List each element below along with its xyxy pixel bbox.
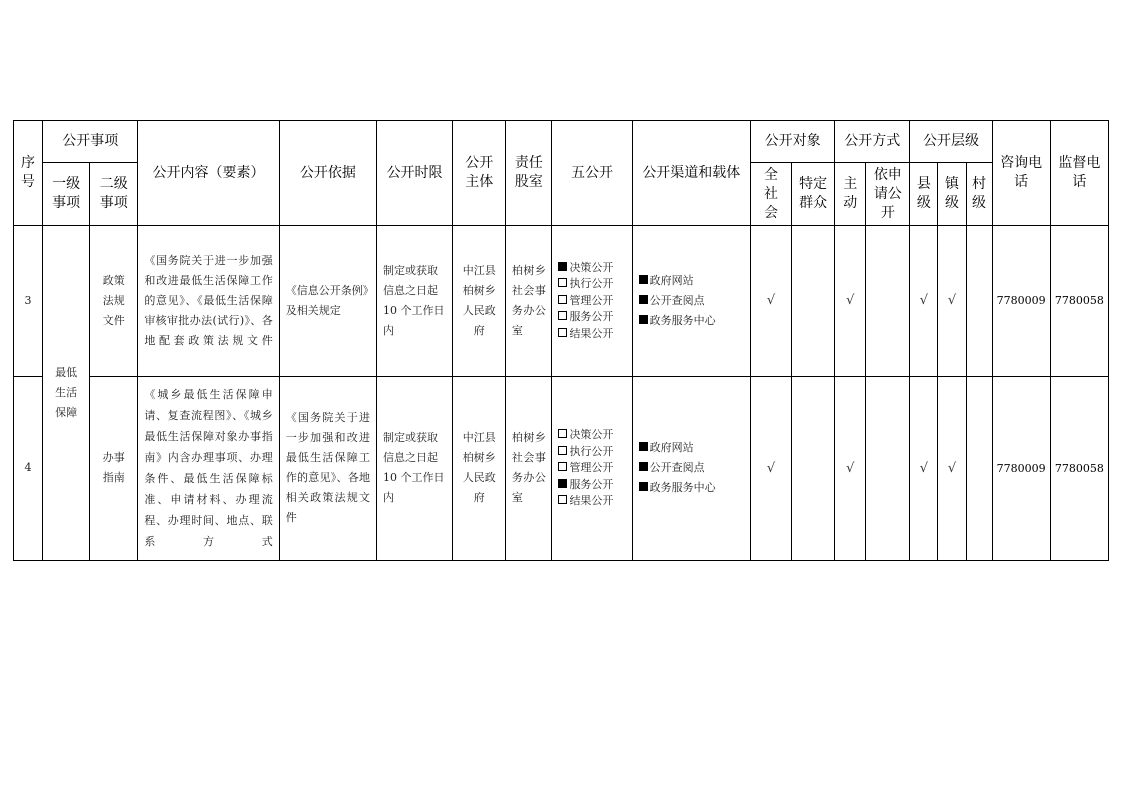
- header-target-specific: 特定群众: [792, 163, 835, 226]
- row-five-options: [552, 376, 632, 560]
- unchecked-box-icon: [558, 462, 567, 471]
- supervise-phone: 7780058: [1050, 376, 1108, 560]
- checked-box-icon: [639, 315, 648, 324]
- unchecked-box-icon: [558, 446, 567, 455]
- header-time-limit: 公开时限: [376, 121, 452, 226]
- row-content: 《国务院关于进一步加强和改进最低生活保障工作的意见》、《最低生活保障审核审批办法(试行)》、各地配套政策法规文件: [138, 226, 279, 376]
- option-item: [639, 271, 744, 291]
- empty-cell: [792, 226, 835, 376]
- row-time-limit: 制定或获取信息之日起 10 个工作日内: [376, 376, 452, 560]
- option-label: 服务公开: [569, 477, 614, 491]
- table-row: [14, 376, 1109, 560]
- unchecked-box-icon: [558, 429, 567, 438]
- option-label: 管理公开: [569, 293, 614, 307]
- checked-box-icon: [639, 482, 648, 491]
- option-label: 公开查阅点: [649, 293, 705, 307]
- row-dept: 柏树乡社会事务办公室: [506, 226, 552, 376]
- unchecked-box-icon: [558, 311, 567, 320]
- unchecked-box-icon: [558, 278, 567, 287]
- row-channels: [632, 376, 750, 560]
- header-channel: 公开渠道和载体: [632, 121, 750, 226]
- option-item: [639, 291, 744, 311]
- option-item: [558, 444, 625, 461]
- unchecked-box-icon: [558, 495, 567, 504]
- option-label: 执行公开: [569, 444, 614, 458]
- consult-phone: 7780009: [992, 226, 1050, 376]
- header-tier-town: 镇级: [938, 163, 966, 226]
- channel-options-list: [639, 271, 744, 331]
- option-label: 政务服务中心: [649, 481, 716, 495]
- check-mark-icon: √: [835, 226, 866, 376]
- check-mark-icon: √: [910, 376, 938, 560]
- unchecked-box-icon: [558, 328, 567, 337]
- option-item: [639, 478, 744, 498]
- consult-phone: 7780009: [992, 376, 1050, 560]
- unchecked-box-icon: [558, 295, 567, 304]
- check-mark-icon: √: [938, 376, 966, 560]
- header-target-all: 全社会: [750, 163, 791, 226]
- header-tier-county: 县级: [910, 163, 938, 226]
- option-label: 政府网站: [649, 441, 694, 455]
- check-mark-icon: √: [750, 226, 791, 376]
- five-options-list: [558, 260, 625, 343]
- empty-cell: [966, 376, 992, 560]
- check-mark-icon: √: [910, 226, 938, 376]
- option-item: [558, 477, 625, 494]
- option-item: [558, 276, 625, 293]
- option-item: [639, 311, 744, 331]
- option-item: [558, 493, 625, 510]
- option-label: 政府网站: [649, 273, 694, 287]
- empty-cell: [866, 376, 910, 560]
- option-label: 决策公开: [569, 260, 614, 274]
- option-item: [558, 293, 625, 310]
- header-level1: 一级事项: [43, 163, 90, 226]
- row-seq: 3: [14, 226, 43, 376]
- header-items: 公开事项: [43, 121, 138, 163]
- row-channels: [632, 226, 750, 376]
- header-level2: 二级事项: [90, 163, 138, 226]
- row-dept: 柏树乡社会事务办公室: [506, 376, 552, 560]
- header-supervise-phone: 监督电话: [1050, 121, 1108, 226]
- empty-cell: [866, 226, 910, 376]
- option-item: [639, 458, 744, 478]
- header-method-request: 依申请公开: [866, 163, 910, 226]
- checked-box-icon: [639, 275, 648, 284]
- header-dept: 责任股室: [506, 121, 552, 226]
- disclosure-table: [13, 120, 1109, 561]
- row-five-options: [552, 226, 632, 376]
- row-level2: 办事指南: [90, 376, 138, 560]
- check-mark-icon: √: [750, 376, 791, 560]
- header-five: 五公开: [552, 121, 632, 226]
- header-subject: 公开主体: [453, 121, 506, 226]
- check-mark-icon: √: [835, 376, 866, 560]
- option-label: 政务服务中心: [649, 313, 716, 327]
- option-item: [558, 427, 625, 444]
- row-content: 《城乡最低生活保障申请、复查流程图》、《城乡最低生活保障对象办事指南》内含办理事项、办理条件、最低生活保障标准、申请材料、办理流程、办理时间、地点、联系方式: [138, 376, 279, 560]
- header-seq: 序号: [14, 121, 43, 226]
- header-target: 公开对象: [750, 121, 834, 163]
- check-mark-icon: √: [938, 226, 966, 376]
- option-label: 结果公开: [569, 494, 614, 508]
- row-seq: 4: [14, 376, 43, 560]
- header-content: 公开内容（要素）: [138, 121, 279, 226]
- checked-box-icon: [639, 462, 648, 471]
- checked-box-icon: [558, 262, 567, 271]
- header-consult-phone: 咨询电话: [992, 121, 1050, 226]
- option-label: 决策公开: [569, 428, 614, 442]
- option-label: 执行公开: [569, 277, 614, 291]
- option-label: 结果公开: [569, 326, 614, 340]
- five-options-list: [558, 427, 625, 510]
- option-item: [558, 326, 625, 343]
- table-row: [14, 226, 1109, 376]
- checked-box-icon: [639, 442, 648, 451]
- level1-cell: 最低生活保障: [43, 226, 90, 561]
- row-time-limit: 制定或获取信息之日起 10 个工作日内: [376, 226, 452, 376]
- header-method-active: 主动: [835, 163, 866, 226]
- option-item: [558, 309, 625, 326]
- checked-box-icon: [558, 479, 567, 488]
- empty-cell: [792, 376, 835, 560]
- channel-options-list: [639, 438, 744, 498]
- option-item: [639, 438, 744, 458]
- empty-cell: [966, 226, 992, 376]
- row-basis: 《信息公开条例》及相关规定: [279, 226, 376, 376]
- row-basis: 《国务院关于进一步加强和改进最低生活保障工作的意见》、各地相关政策法规文件: [279, 376, 376, 560]
- header-tier-village: 村级: [966, 163, 992, 226]
- option-label: 公开查阅点: [649, 461, 705, 475]
- option-item: [558, 460, 625, 477]
- row-level2: 政策法规文件: [90, 226, 138, 376]
- option-label: 管理公开: [569, 461, 614, 475]
- checked-box-icon: [639, 295, 648, 304]
- option-label: 服务公开: [569, 310, 614, 324]
- header-tier: 公开层级: [910, 121, 992, 163]
- header-method: 公开方式: [835, 121, 910, 163]
- row-subject: 中江县柏树乡人民政府: [453, 376, 506, 560]
- row-subject: 中江县柏树乡人民政府: [453, 226, 506, 376]
- supervise-phone: 7780058: [1050, 226, 1108, 376]
- header-basis: 公开依据: [279, 121, 376, 226]
- option-item: [558, 260, 625, 277]
